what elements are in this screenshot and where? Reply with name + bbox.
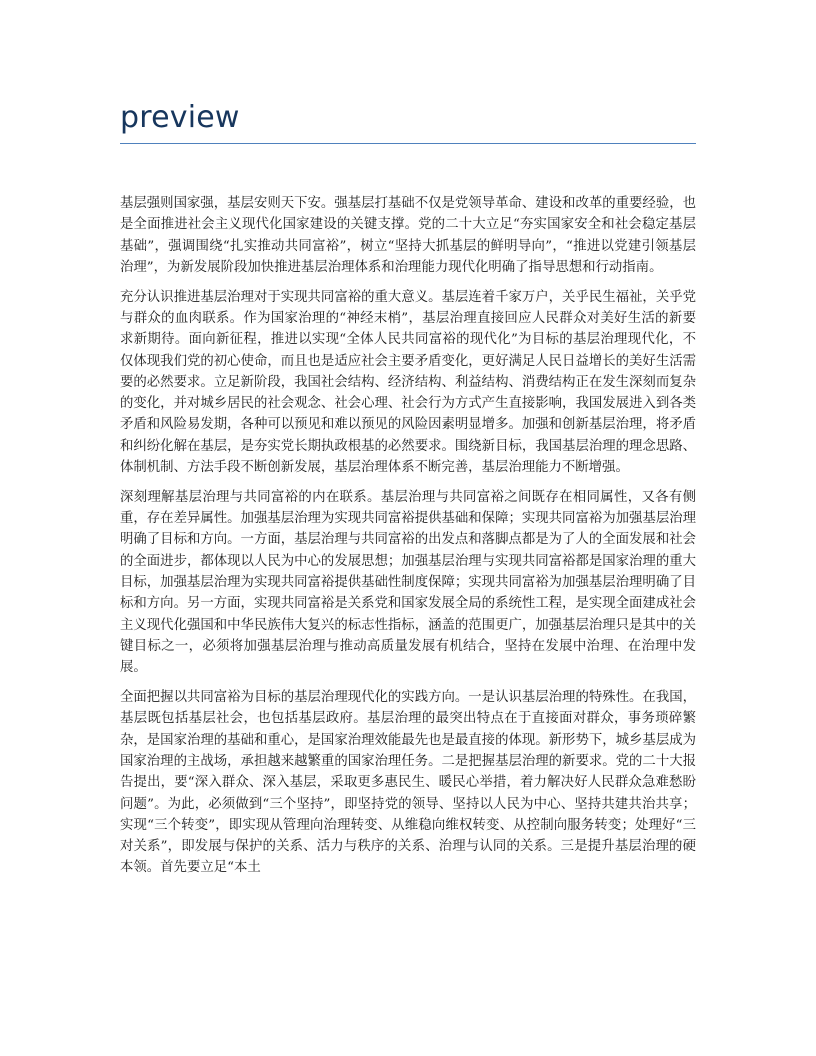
- document-body: [120, 193, 696, 887]
- page-title: preview: [120, 100, 240, 135]
- title-divider: [120, 143, 696, 144]
- paragraph-4: 全面把握以共同富裕为目标的基层治理现代化的实践方向。一是认识基层治理的特殊性。在我国，基层既包括基层社会，也包括基层政府。基层治理的最突出特点在于直接面对群众，事务琐碎繁杂，是国家治理的基础和重心，是国家治理效能最先也是最直接的体现。新形势下，城乡基层成为国家治理的主战场，承担越来越繁重的国家治理任务。二是把握基层治理的新要求。党的二十大报告提出，要“深入群众、深入基层，采取更多惠民生、暖民心举措，着力解决好人民群众急难愁盼问题”。为此，必须做到“三个坚持”，即坚持党的领导、坚持以人民为中心、坚持共建共治共享；实现“三个转变”，即实现从管理向治理转变、从维稳向维权转变、从控制向服务转变；处理好“三对关系”，即发展与保护的关系、活力与秩序的关系、治理与认同的关系。三是提升基层治理的硬本领。首先要立足“本土: [120, 690, 696, 876]
- paragraph-3: 深刻理解基层治理与共同富裕的内在联系。基层治理与共同富裕之间既存在相同属性，又各有侧重，存在差异属性。加强基层治理为实现共同富裕提供基础和保障；实现共同富裕为加强基层治理明确了目标和方向。一方面，基层治理与共同富裕的出发点和落脚点都是为了人的全面发展和社会的全面进步，都体现以人民为中心的发展思想；加强基层治理与实现共同富裕都是国家治理的重大目标，加强基层治理为实现共同富裕提供基础性制度保障；实现共同富裕为加强基层治理明确了目标和方向。另一方面，实现共同富裕是关系党和国家发展全局的系统性工程，是实现全面建成社会主义现代化强国和中华民族伟大复兴的标志性指标，涵盖的范围更广，加强基层治理只是其中的关键目标之一，必须将加强基层治理与推动高质量发展有机结合，坚持在发展中治理、在治理中发展。: [120, 489, 696, 676]
- paragraph-2: 充分认识推进基层治理对于实现共同富裕的重大意义。基层连着千家万户，关乎民生福祉，关乎党与群众的血肉联系。作为国家治理的“神经末梢”，基层治理直接回应人民群众对美好生活的新要求新期待。面向新征程，推进以实现“全体人民共同富裕的现代化”为目标的基层治理现代化，不仅体现我们党的初心使命，而且也是适应社会主要矛盾变化，更好满足人民日益增长的美好生活需要的必然要求。立足新阶段，我国社会结构、经济结构、利益结构、消费结构正在发生深刻而复杂的变化，并对城乡居民的社会观念、社会心理、社会行为方式产生直接影响，我国发展进入到各类矛盾和风险易发期，各种可以预见和难以预见的风险因素明显增多。加强和创新基层治理，将矛盾和纠纷化解在基层，是夯实党长期执政根基的必然要求。围绕新目标，我国基层治理的理念思路、体制机制、方法手段不断创新发展，基层治理体系不断完善，基层治理能力不断增强。: [120, 289, 696, 476]
- paragraph-1: 基层强则国家强，基层安则天下安。强基层打基础不仅是党领导革命、建设和改革的重要经验，也是全面推进社会主义现代化国家建设的关键支撑。党的二十大立足“夯实国家安全和社会稳定基层基础”，强调围绕“扎实推动共同富裕”，树立“坚持大抓基层的鲜明导向”，“推进以党建引领基层治理”，为新发展阶段加快推进基层治理体系和治理能力现代化明确了指导思想和行动指南。: [120, 196, 696, 275]
